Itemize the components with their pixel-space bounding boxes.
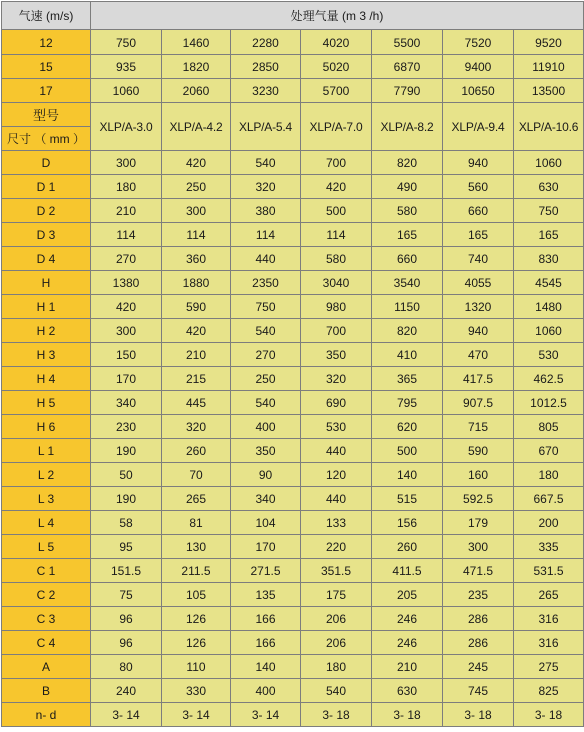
dimension-value-cell: 440 [301,487,372,511]
speed-cell: 17 [2,79,91,103]
dimension-value-cell: 260 [162,439,231,463]
dimension-value-cell: 660 [372,247,443,271]
dimension-name-cell: H 6 [2,415,91,439]
dimension-name-cell: H 3 [2,343,91,367]
dimension-name-cell: C 3 [2,607,91,631]
dimension-value-cell: 270 [231,343,301,367]
dimension-row [2,607,584,631]
dimension-value-cell: 96 [91,631,162,655]
dimension-value-cell: 820 [372,319,443,343]
dimension-value-cell: 70 [162,463,231,487]
dimension-value-cell: 440 [231,247,301,271]
dimension-value-cell: 114 [91,223,162,247]
dimension-value-cell: 3- 14 [231,703,301,727]
air-volume-cell: 5700 [301,79,372,103]
dimension-value-cell: 3040 [301,271,372,295]
dimension-row [2,559,584,583]
dimension-value-cell: 690 [301,391,372,415]
dimension-name-cell: H 2 [2,319,91,343]
model-name-cell: XLP/A-4.2 [162,103,231,151]
dimension-value-cell: 180 [91,175,162,199]
dimension-value-cell: 420 [162,319,231,343]
dimension-row [2,703,584,727]
dimension-value-cell: 470 [443,343,514,367]
dimension-value-cell: 3- 14 [162,703,231,727]
dimension-value-cell: 179 [443,511,514,535]
dimension-row [2,271,584,295]
dimension-value-cell: 907.5 [443,391,514,415]
speed-header-cell: 气速 (m/s) [2,2,91,30]
dimension-name-cell: H 5 [2,391,91,415]
dimension-value-cell: 630 [372,679,443,703]
air-volume-cell: 4020 [301,30,372,55]
dimension-value-cell: 3- 14 [91,703,162,727]
dimension-value-cell: 165 [443,223,514,247]
dimension-value-cell: 340 [231,487,301,511]
dimension-value-cell: 3- 18 [514,703,584,727]
dimension-row [2,631,584,655]
dimension-value-cell: 246 [372,631,443,655]
air-volume-cell: 5500 [372,30,443,55]
dimension-row [2,439,584,463]
dimension-name-cell: C 4 [2,631,91,655]
air-volume-cell: 750 [91,30,162,55]
dimension-row [2,319,584,343]
dimension-value-cell: 940 [443,319,514,343]
air-volume-cell: 9400 [443,55,514,79]
dimension-value-cell: 740 [443,247,514,271]
dimension-value-cell: 500 [372,439,443,463]
dimension-value-cell: 1880 [162,271,231,295]
dimension-value-cell: 3- 18 [443,703,514,727]
dimension-value-cell: 540 [301,679,372,703]
dimension-row [2,391,584,415]
speed-cell: 15 [2,55,91,79]
dimension-value-cell: 1150 [372,295,443,319]
dimension-value-cell: 133 [301,511,372,535]
dimension-row [2,487,584,511]
air-volume-row [2,79,584,103]
dimension-row [2,415,584,439]
dimension-name-cell: B [2,679,91,703]
dimension-value-cell: 500 [301,199,372,223]
dimension-value-cell: 150 [91,343,162,367]
dimension-value-cell: 820 [372,151,443,175]
dimension-value-cell: 245 [443,655,514,679]
dimension-row [2,223,584,247]
air-volume-cell: 2850 [231,55,301,79]
dimension-value-cell: 667.5 [514,487,584,511]
dimension-row [2,583,584,607]
dimension-value-cell: 114 [231,223,301,247]
dimension-value-cell: 120 [301,463,372,487]
dimension-value-cell: 400 [231,679,301,703]
model-name-cell: XLP/A-3.0 [91,103,162,151]
dimension-name-cell: n- d [2,703,91,727]
dimension-value-cell: 165 [372,223,443,247]
dimension-value-cell: 275 [514,655,584,679]
dimension-value-cell: 166 [231,607,301,631]
dimension-value-cell: 206 [301,607,372,631]
dimension-value-cell: 300 [443,535,514,559]
dimension-value-cell: 540 [231,151,301,175]
speed-cell: 12 [2,30,91,55]
dimension-value-cell: 320 [231,175,301,199]
dimension-value-cell: 410 [372,343,443,367]
dimension-value-cell: 1480 [514,295,584,319]
air-volume-cell: 3230 [231,79,301,103]
dimension-value-cell: 620 [372,415,443,439]
dimension-value-cell: 170 [91,367,162,391]
dimension-value-cell: 58 [91,511,162,535]
dimension-value-cell: 250 [162,175,231,199]
dimension-value-cell: 440 [301,439,372,463]
air-volume-cell: 2060 [162,79,231,103]
dimension-value-cell: 175 [301,583,372,607]
dimension-value-cell: 940 [443,151,514,175]
dimension-name-cell: L 5 [2,535,91,559]
air-volume-cell: 13500 [514,79,584,103]
dimension-value-cell: 135 [231,583,301,607]
volume-header-cell: 处理气量 (m 3 /h) [91,2,584,30]
model-row [2,103,584,127]
dimension-name-cell: L 1 [2,439,91,463]
dimension-value-cell: 700 [301,151,372,175]
dimension-name-cell: L 4 [2,511,91,535]
size-label-cell: 尺寸 （ mm ） [2,127,91,151]
dimension-value-cell: 96 [91,607,162,631]
dimension-value-cell: 515 [372,487,443,511]
dimension-value-cell: 540 [231,319,301,343]
dimension-value-cell: 670 [514,439,584,463]
dimension-value-cell: 4055 [443,271,514,295]
dimension-value-cell: 210 [91,199,162,223]
dimension-value-cell: 156 [372,511,443,535]
spec-table [1,1,584,727]
dimension-value-cell: 50 [91,463,162,487]
dimension-value-cell: 300 [91,151,162,175]
dimension-value-cell: 700 [301,319,372,343]
dimension-value-cell: 3- 18 [372,703,443,727]
dimension-value-cell: 365 [372,367,443,391]
dimension-row [2,247,584,271]
dimension-value-cell: 246 [372,607,443,631]
dimension-value-cell: 110 [162,655,231,679]
dimension-value-cell: 160 [443,463,514,487]
air-volume-cell: 1820 [162,55,231,79]
model-name-cell: XLP/A-5.4 [231,103,301,151]
dimension-value-cell: 126 [162,607,231,631]
dimension-row [2,655,584,679]
dimension-value-cell: 126 [162,631,231,655]
dimension-value-cell: 1060 [514,151,584,175]
dimension-value-cell: 210 [162,343,231,367]
dimension-value-cell: 286 [443,631,514,655]
dimension-value-cell: 240 [91,679,162,703]
dimension-value-cell: 400 [231,415,301,439]
dimension-value-cell: 630 [514,175,584,199]
dimension-value-cell: 180 [301,655,372,679]
air-volume-cell: 1060 [91,79,162,103]
air-volume-cell: 7520 [443,30,514,55]
dimension-value-cell: 170 [231,535,301,559]
dimension-value-cell: 316 [514,607,584,631]
model-label-cell: 型号 [2,103,91,127]
dimension-value-cell: 580 [372,199,443,223]
dimension-value-cell: 166 [231,631,301,655]
dimension-value-cell: 165 [514,223,584,247]
dimension-value-cell: 286 [443,607,514,631]
dimension-value-cell: 3- 18 [301,703,372,727]
air-volume-row [2,55,584,79]
dimension-value-cell: 795 [372,391,443,415]
dimension-value-cell: 265 [162,487,231,511]
dimension-value-cell: 300 [162,199,231,223]
model-name-cell: XLP/A-7.0 [301,103,372,151]
dimension-name-cell: C 1 [2,559,91,583]
dimension-value-cell: 560 [443,175,514,199]
air-volume-cell: 2280 [231,30,301,55]
dimension-value-cell: 420 [301,175,372,199]
dimension-name-cell: D 1 [2,175,91,199]
dimension-value-cell: 215 [162,367,231,391]
dimension-value-cell: 830 [514,247,584,271]
dimension-value-cell: 580 [301,247,372,271]
air-volume-cell: 7790 [372,79,443,103]
dimension-value-cell: 750 [514,199,584,223]
dimension-value-cell: 490 [372,175,443,199]
dimension-value-cell: 80 [91,655,162,679]
dimension-value-cell: 81 [162,511,231,535]
air-volume-cell: 935 [91,55,162,79]
dimension-value-cell: 270 [91,247,162,271]
dimension-value-cell: 351.5 [301,559,372,583]
model-name-cell: XLP/A-9.4 [443,103,514,151]
dimension-value-cell: 90 [231,463,301,487]
dimension-value-cell: 592.5 [443,487,514,511]
dimension-name-cell: D 2 [2,199,91,223]
dimension-value-cell: 114 [162,223,231,247]
dimension-value-cell: 380 [231,199,301,223]
dimension-value-cell: 320 [162,415,231,439]
dimension-value-cell: 75 [91,583,162,607]
dimension-value-cell: 805 [514,415,584,439]
dimension-value-cell: 750 [231,295,301,319]
dimension-value-cell: 1012.5 [514,391,584,415]
dimension-name-cell: D 3 [2,223,91,247]
air-volume-cell: 9520 [514,30,584,55]
dimension-row [2,535,584,559]
dimension-value-cell: 211.5 [162,559,231,583]
dimension-value-cell: 350 [231,439,301,463]
dimension-value-cell: 540 [231,391,301,415]
dimension-value-cell: 190 [91,439,162,463]
dimension-value-cell: 411.5 [372,559,443,583]
dimension-value-cell: 590 [162,295,231,319]
model-name-cell: XLP/A-8.2 [372,103,443,151]
dimension-value-cell: 271.5 [231,559,301,583]
dimension-value-cell: 205 [372,583,443,607]
dimension-value-cell: 530 [301,415,372,439]
dimension-value-cell: 417.5 [443,367,514,391]
dimension-value-cell: 104 [231,511,301,535]
dimension-value-cell: 320 [301,367,372,391]
dimension-value-cell: 335 [514,535,584,559]
dimension-value-cell: 190 [91,487,162,511]
dimension-value-cell: 420 [91,295,162,319]
dimension-value-cell: 300 [91,319,162,343]
dimension-value-cell: 471.5 [443,559,514,583]
dimension-value-cell: 95 [91,535,162,559]
dimension-name-cell: L 3 [2,487,91,511]
dimension-value-cell: 530 [514,343,584,367]
dimension-value-cell: 180 [514,463,584,487]
dimension-value-cell: 3540 [372,271,443,295]
dimension-name-cell: H 1 [2,295,91,319]
dimension-row [2,367,584,391]
dimension-value-cell: 1060 [514,319,584,343]
spec-table-body [2,2,584,727]
dimension-name-cell: H 4 [2,367,91,391]
dimension-value-cell: 140 [231,655,301,679]
dimension-value-cell: 250 [231,367,301,391]
air-volume-row [2,30,584,55]
dimension-value-cell: 2350 [231,271,301,295]
dimension-value-cell: 330 [162,679,231,703]
dimension-value-cell: 531.5 [514,559,584,583]
dimension-value-cell: 200 [514,511,584,535]
dimension-row [2,463,584,487]
dimension-name-cell: A [2,655,91,679]
dimension-value-cell: 235 [443,583,514,607]
dimension-value-cell: 220 [301,535,372,559]
dimension-row [2,343,584,367]
dimension-name-cell: L 2 [2,463,91,487]
dimension-value-cell: 660 [443,199,514,223]
dimension-value-cell: 745 [443,679,514,703]
model-name-cell: XLP/A-10.6 [514,103,584,151]
dimension-value-cell: 151.5 [91,559,162,583]
dimension-value-cell: 230 [91,415,162,439]
dimension-value-cell: 340 [91,391,162,415]
dimension-value-cell: 316 [514,631,584,655]
dimension-value-cell: 206 [301,631,372,655]
dimension-value-cell: 1320 [443,295,514,319]
dimension-value-cell: 462.5 [514,367,584,391]
dimension-name-cell: C 2 [2,583,91,607]
dimension-value-cell: 360 [162,247,231,271]
air-volume-cell: 5020 [301,55,372,79]
dimension-value-cell: 210 [372,655,443,679]
dimension-value-cell: 825 [514,679,584,703]
dimension-value-cell: 265 [514,583,584,607]
dimension-value-cell: 260 [372,535,443,559]
dimension-value-cell: 1380 [91,271,162,295]
dimension-value-cell: 114 [301,223,372,247]
dimension-value-cell: 445 [162,391,231,415]
dimension-value-cell: 980 [301,295,372,319]
dimension-name-cell: H [2,271,91,295]
dimension-value-cell: 715 [443,415,514,439]
dimension-row [2,679,584,703]
dimension-row [2,199,584,223]
dimension-value-cell: 590 [443,439,514,463]
dimension-value-cell: 350 [301,343,372,367]
header-row [2,2,584,30]
dimension-value-cell: 140 [372,463,443,487]
dimension-row [2,511,584,535]
dimension-name-cell: D [2,151,91,175]
dimension-value-cell: 105 [162,583,231,607]
dimension-row [2,175,584,199]
air-volume-cell: 11910 [514,55,584,79]
air-volume-cell: 1460 [162,30,231,55]
air-volume-cell: 6870 [372,55,443,79]
dimension-row [2,295,584,319]
dimension-value-cell: 4545 [514,271,584,295]
air-volume-cell: 10650 [443,79,514,103]
dimension-name-cell: D 4 [2,247,91,271]
dimension-row [2,151,584,175]
dimension-value-cell: 420 [162,151,231,175]
dimension-value-cell: 130 [162,535,231,559]
